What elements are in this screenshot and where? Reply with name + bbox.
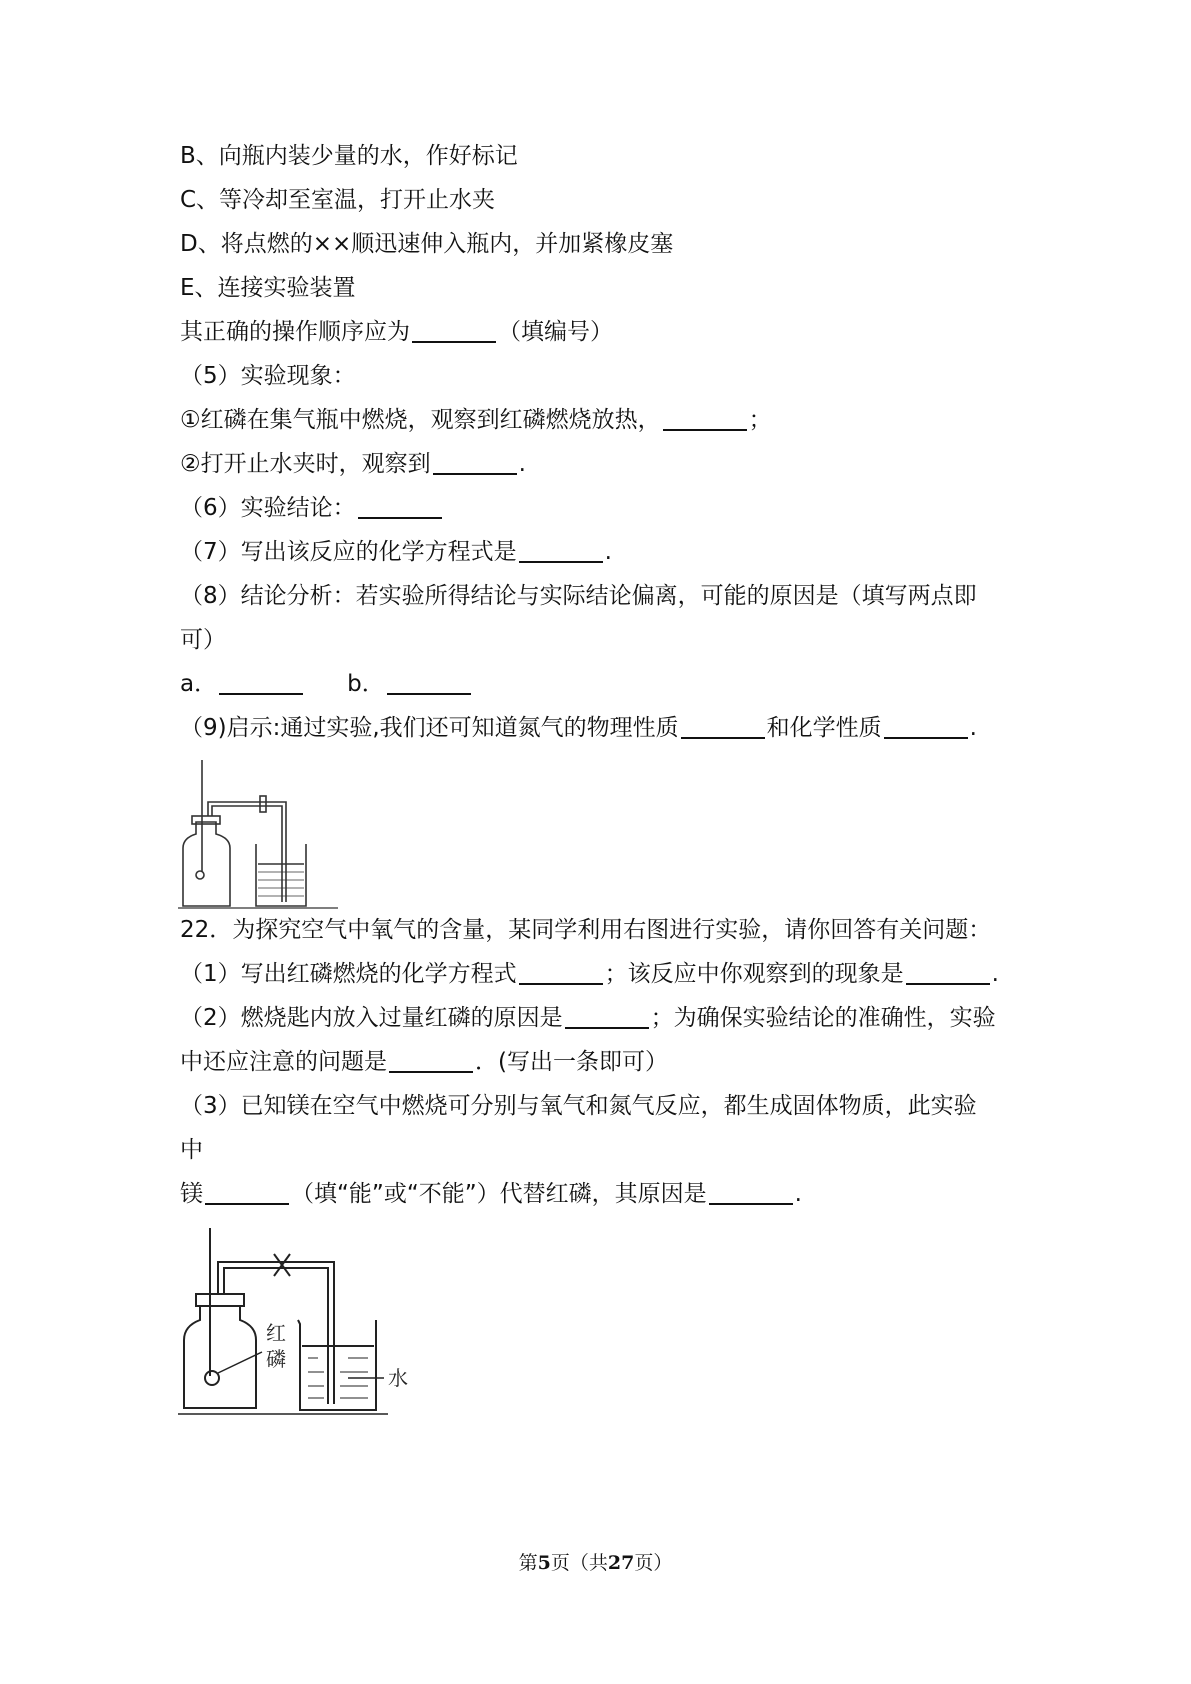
water-clamp [260,796,266,812]
answer-blank [884,715,968,739]
order-question-text: 其正确的操作顺序应为 [180,319,410,345]
footer-total-pages: 27 [607,1552,635,1574]
part1-text: （1）写出红磷燃烧的化学方程式 [180,961,517,987]
answer-blank [387,671,471,695]
answer-blank [906,961,990,985]
question-6-text: （6）实验结论： [180,495,356,521]
answer-blank [709,1181,793,1205]
answer-a-label: a． [180,671,218,697]
answer-blank [681,715,765,739]
answer-blank [663,407,747,431]
rubber-stopper [196,1294,244,1306]
option-d: D、将点燃的××顺迅速伸入瓶内，并加紧橡皮塞 [180,231,674,257]
question-7-text: （7）写出该反应的化学方程式是 [180,539,517,565]
answer-blank [412,319,496,343]
question-9-punct: . [969,715,977,741]
part1-mid: ；该反应中你观察到的现象是 [604,961,904,987]
problem-22-part3-continued: 中 [180,1137,203,1163]
beaker [256,844,306,906]
combustion-spoon [196,871,204,879]
question-9 [180,713,977,743]
beaker [298,1320,376,1410]
question-9-text: （9)启示:通过实验,我们还可知道氮气的物理性质 [180,715,679,741]
problem-22-stem: 22．为探究空气中氧气的含量，某同学利用右图进行实验，请你回答有关问题： [180,917,992,943]
apparatus-figure-labeled [178,1228,448,1418]
part2b-post: ．(写出一条即可） [475,1049,668,1075]
question-7 [180,537,612,567]
order-question-hint: （填编号） [498,319,613,345]
part2b-text: 中还应注意的问题是 [180,1049,387,1075]
question-5a [180,405,772,435]
question-8-answers [180,669,473,699]
combustion-spoon [205,1371,219,1385]
question-9-mid: 和化学性质 [766,715,882,741]
part1-punct: . [991,961,999,987]
part2-post: ；为确保实验结论的准确性，实验 [650,1005,996,1031]
gas-bottle [184,1306,256,1408]
question-5-heading: （5）实验现象： [180,363,356,389]
option-c: C、等冷却至室温，打开止水夹 [180,187,496,213]
footer-page-number: 5 [537,1552,551,1574]
question-5a-punct: ； [748,407,772,433]
answer-blank [219,671,303,695]
answer-blank [358,495,442,519]
problem-22-part2 [180,1003,996,1033]
gas-bottle [183,822,230,906]
footer-pre: 第 [518,1552,538,1574]
connecting-tube-inner [212,806,282,902]
problem-22-part3-answer [180,1179,802,1209]
question-5b-text: ②打开止水夹时，观察到 [180,451,431,477]
question-8: （8）结论分析：若实验所得结论与实际结论偏离，可能的原因是（填写两点即 [180,583,977,609]
label-phosphorus: 磷 [266,1347,286,1371]
answer-blank [519,961,603,985]
part2-text: （2）燃烧匙内放入过量红磷的原因是 [180,1005,563,1031]
option-b: B、向瓶内装少量的水，作好标记 [180,143,518,169]
answer-blank [389,1049,473,1073]
footer-mid: 页（共 [550,1552,608,1574]
label-red: 红 [266,1321,286,1345]
label-water: 水 [388,1366,408,1390]
part3b-punct: . [794,1181,802,1207]
apparatus-figure-small [178,760,338,910]
order-question [180,317,613,347]
part3b-mid: （填“能”或“不能”）代替红磷，其原因是 [291,1181,707,1207]
part3b-text: 镁 [180,1181,203,1207]
question-6 [180,493,444,523]
option-e: E、连接实验装置 [180,275,356,301]
problem-22-part3: （3）已知镁在空气中燃烧可分别与氧气和氮气反应，都生成固体物质，此实验 [180,1093,977,1119]
answer-blank [205,1181,289,1205]
page-footer [0,1548,1191,1575]
question-7-punct: . [604,539,612,565]
question-5b-punct: . [518,451,526,477]
question-5a-text: ①红磷在集气瓶中燃烧，观察到红磷燃烧放热， [180,407,661,433]
problem-22-part1 [180,959,999,989]
footer-post: 页） [634,1552,673,1574]
question-8-continued: 可） [180,627,226,653]
answer-b-label: b． [347,671,385,697]
answer-blank [565,1005,649,1029]
answer-blank [519,539,603,563]
water-clamp [274,1254,290,1276]
question-5b [180,449,526,479]
problem-22-part2-continued [180,1047,668,1077]
answer-blank [433,451,517,475]
